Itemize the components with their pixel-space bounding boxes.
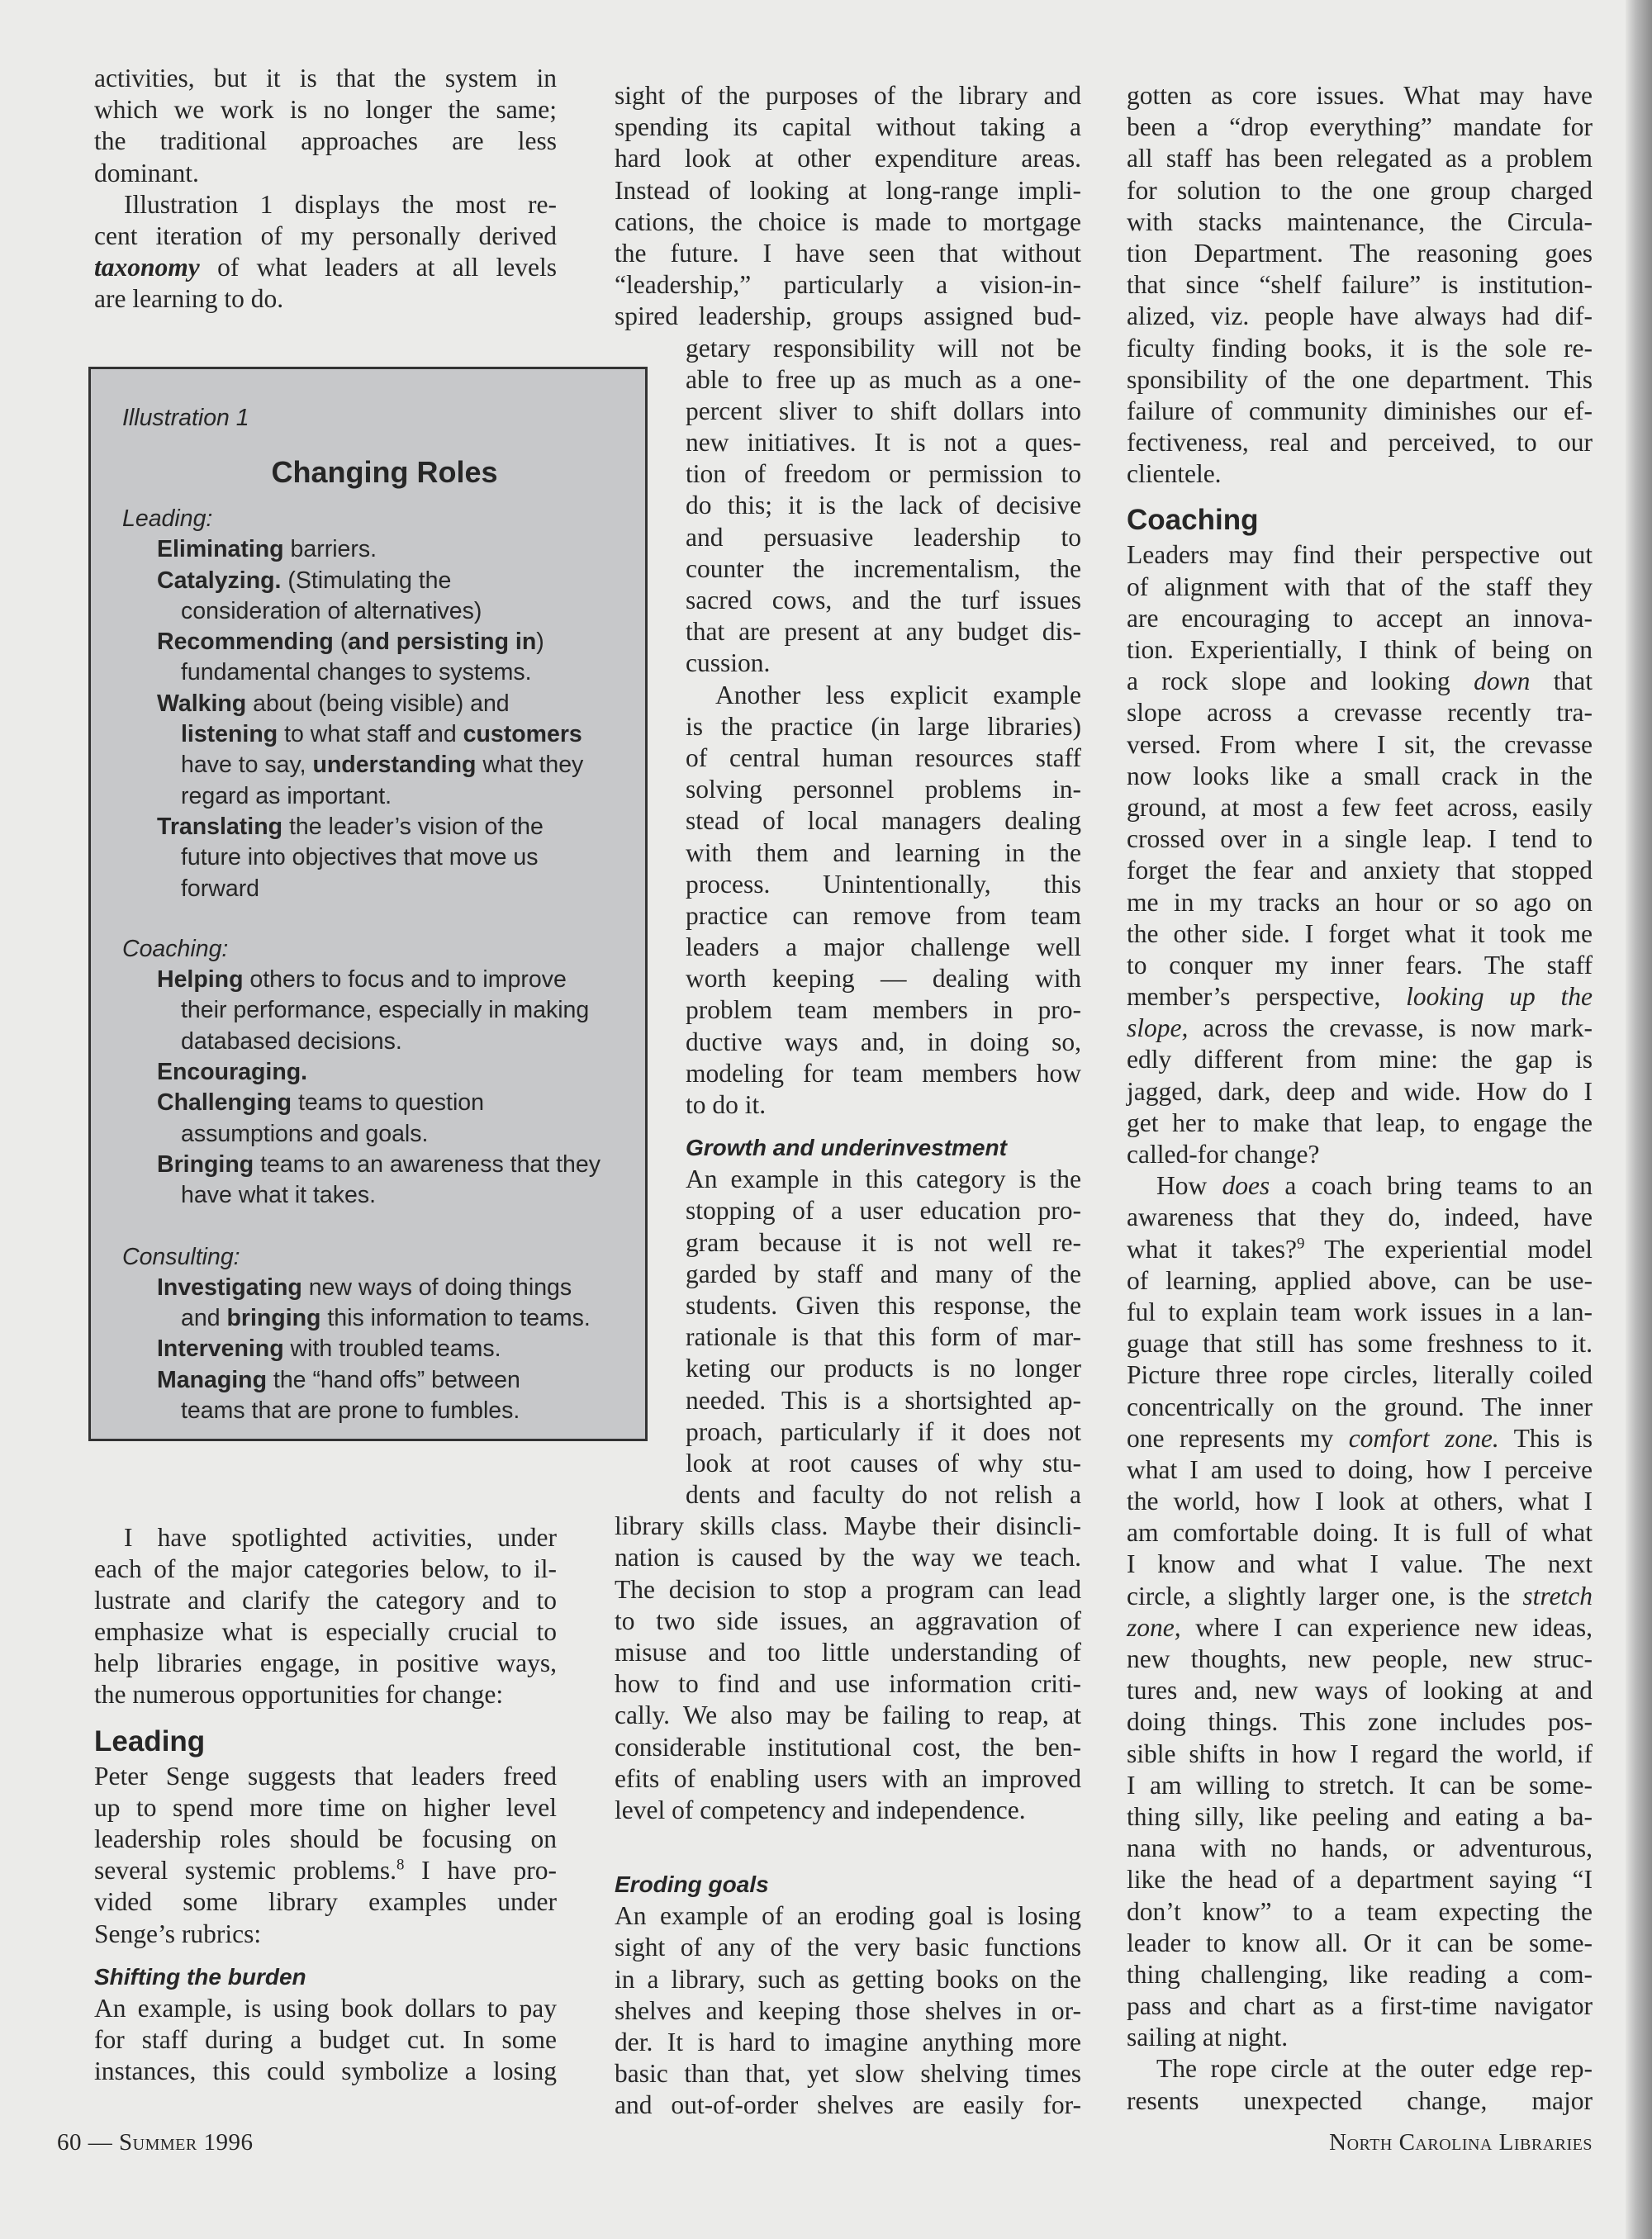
text-line: in a library, such as getting books on the (615, 1964, 1081, 1994)
text-line: leaders a major challenge well (686, 932, 1081, 962)
text-line: thing silly, like peeling and eating a ba- (1127, 1801, 1593, 1831)
text-line: are encouraging to accept an innova- (1127, 603, 1593, 633)
text-line: Another less explicit example (715, 680, 1081, 709)
text-line: nana with no hands, or adventurous, (1127, 1833, 1593, 1863)
text-line: counter the incrementalism, the (686, 553, 1081, 583)
text-run: with troubled teams. (283, 1335, 501, 1363)
illustration-item (91, 1150, 645, 1212)
text-run: Recommending (157, 629, 334, 656)
text-run: Managing (157, 1366, 267, 1393)
text-line: der. It is hard to imagine anything more (615, 2027, 1081, 2056)
text-line (157, 534, 645, 565)
text-line: tion Department. The reasoning goes (1127, 238, 1593, 268)
text-line (157, 627, 645, 657)
text-line: emphasize what is especially crucial to (94, 1617, 557, 1647)
text-line: sight of the purposes of the library and (615, 81, 1081, 110)
text-line: are learning to do. (94, 284, 284, 314)
text-line: concentrically on the ground. The inner (1127, 1392, 1593, 1421)
text-line: process. Unintentionally, this (686, 869, 1081, 899)
paragraph (1127, 539, 1593, 1170)
paragraph (1127, 80, 1593, 490)
text-line: new thoughts, new people, new struc- (1127, 1644, 1593, 1673)
text-line: ficulty finding books, it is the sole re- (1127, 333, 1593, 363)
text-line: worth keeping — dealing with (686, 964, 1081, 994)
text-line: gotten as core issues. What may have (1127, 81, 1593, 110)
column-3 (1127, 0, 1593, 2117)
text-line: resents unexpected change, major (1127, 2085, 1593, 2115)
text-line: Peter Senge suggests that leaders freed (94, 1761, 557, 1791)
text-line: An example, is using book dollars to pay (94, 1993, 557, 2023)
text-line: help libraries engage, in positive ways, (94, 1648, 557, 1678)
text-line: An example in this category is the (686, 1165, 1081, 1194)
illustration-item (91, 627, 645, 689)
text-line: with them and learning in the (686, 837, 1081, 867)
text-line: vided some library examples under (94, 1887, 557, 1917)
text-line: level of competency and independence. (615, 1795, 1026, 1824)
text-line: library skills class. Maybe their disincli- (615, 1511, 1081, 1541)
text-run: to what staff and (278, 721, 463, 748)
footer-journal-name: North Carolina Libraries (1329, 2129, 1593, 2156)
text-line: Picture three rope circles, literally coiled (1127, 1360, 1593, 1390)
text-line: ful to explain team work issues in a lan- (1127, 1297, 1593, 1326)
text-line: crossed over in a single leap. I tend to (1127, 824, 1593, 854)
text-line (1127, 1234, 1593, 1265)
text-line: cussion. (686, 648, 771, 678)
illustration-title: Changing Roles (271, 455, 498, 489)
text-line: and persuasive leadership to (686, 522, 1081, 552)
text-line: up to spend more time on higher level (94, 1792, 557, 1822)
text-run: The experiential model (1304, 1234, 1593, 1264)
text-run: ( (333, 629, 349, 656)
text-run: the leader’s vision of the (282, 813, 544, 840)
text-line: instances, this could symbolize a losing (94, 2056, 557, 2086)
text-run: I have pro- (404, 1856, 557, 1886)
paragraph (615, 680, 1081, 1122)
text-line: what I am used to doing, how I perceive (1127, 1454, 1593, 1484)
illustration-item (91, 812, 645, 904)
text-run: circle, a slightly larger one, is the (1127, 1581, 1523, 1610)
text-line: look at root causes of why stu- (686, 1448, 1081, 1478)
text-line: needed. This is a shortsighted ap- (686, 1385, 1081, 1415)
illustration-item (91, 534, 645, 565)
text-run: How (1156, 1171, 1222, 1201)
text-line: of central human resources staff (686, 742, 1081, 772)
text-line: stead of local managers dealing (686, 806, 1081, 836)
text-run: about (being visible) and (246, 690, 510, 717)
illustration-item (91, 1057, 645, 1088)
text-line: activities, but it is that the system in (94, 64, 557, 93)
text-line: I know and what I value. The next (1127, 1549, 1593, 1579)
text-line: to two side issues, an aggravation of (615, 1606, 1081, 1635)
text-line (181, 750, 645, 780)
text-line: solving personnel problems in- (686, 775, 1081, 804)
text-line: called-for change? (1127, 1140, 1320, 1169)
text-run: down (1474, 666, 1531, 696)
illustration-category: Coaching: (122, 935, 229, 962)
paragraph (615, 1511, 1081, 1826)
text-line: forward (181, 875, 260, 902)
text-line: and out-of-order shelves are easily for- (615, 2090, 1081, 2120)
text-run: that (1530, 666, 1593, 696)
paragraph (94, 1993, 557, 2088)
text-line: percent sliver to shift dollars into (686, 396, 1081, 425)
text-run: Intervening (157, 1335, 284, 1363)
text-line (1127, 666, 1593, 697)
text-line (157, 812, 645, 842)
illustration-item (91, 566, 645, 628)
text-line (157, 1150, 645, 1180)
subsection-heading: Shifting the burden (94, 1963, 306, 1990)
text-line: considerable institutional cost, the ben- (615, 1732, 1081, 1762)
text-line: tures and, new ways of looking at and (1127, 1676, 1593, 1705)
paragraph (94, 189, 557, 315)
text-line (94, 1855, 557, 1886)
text-line: like the head of a department saying “I (1127, 1865, 1593, 1895)
text-line: ground, at most a few feet across, easily (1127, 792, 1593, 822)
text-run: ) (536, 629, 544, 656)
text-line: dents and faculty do not relish a (686, 1480, 1081, 1510)
paragraph (1127, 1170, 1593, 2053)
text-run: Bringing (157, 1150, 254, 1178)
text-line: teams that are prone to fumbles. (181, 1397, 520, 1425)
text-line: is the practice (in large libraries) (686, 711, 1081, 741)
text-run: Helping (157, 966, 244, 994)
text-run: and (181, 1305, 227, 1332)
text-run: of what leaders at all levels (199, 253, 557, 282)
text-line: An example of an eroding goal is losing (615, 1901, 1081, 1931)
text-line: to conquer my inner fears. The staff (1127, 950, 1593, 980)
text-run: member’s perspective, (1127, 982, 1407, 1012)
text-line: lustrate and clarify the category and to (94, 1585, 557, 1615)
text-line: The rope circle at the outer edge rep- (1156, 2054, 1593, 2084)
text-line: problem team members in pro- (686, 995, 1081, 1025)
footer-page-issue: 60 — Summer 1996 (57, 2129, 254, 2156)
text-line: cally. We also may be failing to reap, at (615, 1701, 1081, 1730)
text-line: spired leadership, groups assigned bud- (615, 301, 1081, 331)
text-line: tion of freedom or permission to (686, 459, 1081, 489)
text-run: teams to an awareness that they (254, 1150, 601, 1178)
text-line: do this; it is the lack of decisive (686, 491, 1081, 520)
text-line: slope across a crevasse recently tra- (1127, 698, 1593, 728)
text-line: misuse and too little understanding of (615, 1638, 1081, 1667)
text-line: that since “shelf failure” is institution- (1127, 270, 1593, 300)
text-line: for staff during a budget cut. In some (94, 2024, 557, 2054)
text-run: where I can experience new ideas, (1180, 1612, 1593, 1642)
text-run: across the crevasse, is now mark- (1188, 1013, 1593, 1043)
text-line (157, 689, 645, 719)
text-run: Catalyzing. (157, 567, 282, 594)
text-line (1127, 1013, 1593, 1044)
text-line: of learning, applied above, can be use- (1127, 1265, 1593, 1295)
footnote-ref: 8 (396, 1856, 405, 1874)
text-line: fectiveness, real and perceived, to our (1127, 428, 1593, 458)
paragraph (94, 1761, 557, 1950)
text-line: which we work is no longer the same; (94, 95, 557, 125)
illustration-category: Leading: (122, 505, 213, 532)
text-line: sight of any of the very basic functions (615, 1933, 1081, 1962)
text-line: leader to know all. Or it can be some- (1127, 1928, 1593, 1957)
text-line: getary responsibility will not be (686, 333, 1081, 363)
text-line: get her to make that leap, to engage the (1127, 1108, 1593, 1137)
column-2 (615, 0, 1081, 2121)
text-line: sponsibility of the one department. This (1127, 364, 1593, 394)
text-run: listening (181, 721, 278, 748)
text-run: Walking (157, 690, 247, 717)
text-line: failure of community diminishes our ef- (1127, 396, 1593, 425)
text-run: Encouraging. (157, 1059, 308, 1086)
text-line: sacred cows, and the turf issues (686, 586, 1081, 614)
text-line: guage that still has some freshness to it. (1127, 1329, 1593, 1359)
text-run: what they (476, 752, 584, 779)
text-line: with stacks maintenance, the Circula- (1127, 206, 1593, 236)
illustration-item (91, 1273, 645, 1335)
text-line (1127, 1423, 1593, 1454)
text-run: Investigating (157, 1274, 302, 1301)
text-line: alized, viz. people have always had dif- (1127, 301, 1593, 331)
text-run: taxonomy (94, 253, 200, 282)
text-line: edly different from mine: the gap is (1127, 1045, 1593, 1074)
text-run: stretch (1522, 1581, 1593, 1610)
text-run: Eliminating (157, 536, 284, 563)
text-line (157, 1088, 645, 1118)
text-line (157, 566, 645, 596)
text-line: nation is caused by the way we teach. (615, 1543, 1081, 1573)
text-line: thing challenging, like reading a com- (1127, 1959, 1593, 1989)
text-line: garded by staff and many of the (686, 1259, 1081, 1288)
subsection-heading: Eroding goals (615, 1871, 769, 1898)
text-run: understanding (312, 752, 477, 779)
text-run: have to say, (181, 752, 313, 779)
text-line: modeling for team members how (686, 1058, 1081, 1088)
text-line: the world, how I look at others, what I (1127, 1487, 1593, 1516)
text-line: assumptions and goals. (181, 1120, 429, 1147)
paragraph (1127, 2053, 1593, 2116)
text-run: looking up the (1406, 982, 1593, 1012)
text-line (157, 1365, 645, 1396)
paragraph (615, 333, 1081, 680)
text-line: clientele. (1127, 459, 1222, 489)
text-line: rationale is that this form of mar- (686, 1322, 1081, 1352)
text-run: what it takes? (1127, 1234, 1297, 1264)
subsection-heading: Growth and underinvestment (686, 1135, 1007, 1161)
text-line (1127, 1170, 1593, 1202)
text-run: Translating (157, 813, 283, 840)
footnote-ref: 9 (1296, 1235, 1305, 1253)
text-line: I am willing to stretch. It can be some- (1127, 1770, 1593, 1800)
text-line (157, 1334, 645, 1364)
text-run: a rock slope and looking (1127, 666, 1474, 696)
text-line (181, 719, 645, 750)
paragraph (615, 80, 1081, 333)
text-line: proach, particularly if it does not (686, 1416, 1081, 1446)
text-line (157, 1273, 645, 1303)
text-line: shelves and keeping those shelves in or- (615, 1995, 1081, 2025)
text-run: slope, (1127, 1013, 1189, 1043)
illustration-category: Consulting: (122, 1243, 240, 1270)
text-line: don’t know” to a team expecting the (1127, 1896, 1593, 1926)
text-run: customers (463, 721, 582, 748)
text-line: spending its capital without taking a (615, 112, 1081, 142)
text-run: zone, (1127, 1612, 1181, 1642)
text-line: that are present at any budget dis- (686, 617, 1081, 647)
text-line (1127, 1612, 1593, 1644)
text-line: sailing at night. (1127, 2023, 1289, 2052)
illustration-item (91, 965, 645, 1057)
text-line: Illustration 1 displays the most re- (124, 189, 557, 219)
paragraph (615, 1900, 1081, 2121)
text-line: gram because it is not well re- (686, 1227, 1081, 1257)
section-heading: Leading (94, 1724, 206, 1758)
text-line: the numerous opportunities for change: (94, 1680, 504, 1710)
text-line: fundamental changes to systems. (181, 659, 532, 686)
illustration-item (91, 689, 645, 812)
page-binding-edge (1626, 0, 1652, 2239)
text-run: (Stimulating the (281, 567, 452, 594)
text-run: this information to teams. (320, 1305, 591, 1332)
text-run: new ways of doing things (301, 1274, 572, 1301)
text-line: of alignment with that of the staff they (1127, 572, 1593, 601)
illustration-label: Illustration 1 (122, 405, 249, 431)
text-line: “leadership,” particularly a vision-in- (615, 270, 1081, 300)
text-line: pass and chart as a first-time navigator (1127, 1991, 1593, 2021)
text-line: forget the fear and anxiety that stopped (1127, 856, 1593, 885)
text-line: dominant. (94, 158, 199, 187)
text-run: a coach bring teams to an (1270, 1171, 1593, 1201)
text-line (157, 965, 645, 995)
text-line (157, 1057, 645, 1088)
text-line: ductive ways and, in doing so, (686, 1027, 1081, 1056)
paragraph (94, 1522, 557, 1711)
text-line: all staff has been relegated as a problem (1127, 144, 1593, 173)
text-line: doing things. This zone includes pos- (1127, 1707, 1593, 1737)
text-line: cent iteration of my personally derived (94, 221, 557, 250)
text-run: This is (1498, 1423, 1593, 1453)
text-run: does (1222, 1171, 1270, 1201)
text-line: Senge’s rubrics: (94, 1919, 262, 1948)
text-line (1127, 981, 1593, 1013)
text-line: keting our products is no longer (686, 1354, 1081, 1383)
text-run: Challenging (157, 1089, 292, 1117)
text-line: efits of enabling users with an improved (615, 1763, 1081, 1793)
text-line: the future. I have seen that without (615, 238, 1081, 268)
text-line: awareness that they do, indeed, have (1127, 1203, 1593, 1232)
text-run: teams to question (292, 1089, 484, 1117)
text-line: the other side. I forget what it took me (1127, 918, 1593, 948)
text-run: comfort zone. (1348, 1423, 1499, 1453)
text-line: able to free up as much as a one- (686, 364, 1081, 394)
text-line (94, 252, 557, 283)
text-line: basic than that, yet slow shelving times (615, 2059, 1081, 2089)
text-line: jagged, dark, deep and wide. How do I (1127, 1076, 1593, 1106)
text-line: been a “drop everything” mandate for (1127, 112, 1593, 142)
text-line: versed. From where I sit, the crevasse (1127, 729, 1593, 759)
text-line: the traditional approaches are less (94, 126, 557, 156)
text-run: the “hand offs” between (267, 1366, 520, 1393)
text-line: how to find and use information criti- (615, 1669, 1081, 1699)
text-line: leadership roles should be focusing on (94, 1824, 557, 1853)
text-line: me in my tracks an hour or so ago on (1127, 887, 1593, 917)
text-line: new initiatives. It is not a ques- (686, 428, 1081, 458)
text-line: tion. Experientially, I think of being on (1127, 635, 1593, 664)
text-line: now looks like a small crack in the (1127, 761, 1593, 790)
text-line (181, 1303, 645, 1334)
text-line: consideration of alternatives) (181, 597, 482, 624)
section-heading: Coaching (1127, 504, 1259, 537)
text-line: I have spotlighted activities, under (124, 1522, 557, 1552)
paragraph (94, 63, 557, 189)
text-line: to do it. (686, 1090, 767, 1119)
text-line: sible shifts in how I regard the world, if (1127, 1739, 1593, 1768)
text-run: one represents my (1127, 1423, 1349, 1453)
text-line: Leaders may find their perspective out (1127, 540, 1593, 570)
text-line: have what it takes. (181, 1182, 377, 1209)
illustration-item (91, 1334, 645, 1364)
text-line: their performance, especially in making (181, 997, 590, 1024)
illustration-box (88, 367, 648, 1441)
text-line: practice can remove from team (686, 900, 1081, 930)
text-run: and persisting in (348, 629, 537, 656)
text-line: The decision to stop a program can lead (615, 1574, 1081, 1604)
text-run: bringing (226, 1305, 321, 1332)
text-line: each of the major categories below, to il- (94, 1554, 557, 1583)
text-run: others to focus and to improve (243, 966, 567, 994)
text-line: students. Given this response, the (686, 1290, 1081, 1320)
text-line: cations, the choice is made to mortgage (615, 206, 1081, 236)
illustration-item (91, 1088, 645, 1150)
text-run: barriers. (283, 536, 377, 563)
text-line: future into objectives that move us (181, 844, 539, 871)
text-run: several systemic problems. (94, 1856, 396, 1886)
illustration-item (91, 1365, 645, 1427)
text-line: for solution to the one group charged (1127, 175, 1593, 205)
paragraph (615, 1164, 1081, 1511)
text-line: stopping of a user education pro- (686, 1196, 1081, 1226)
text-line: regard as important. (181, 782, 392, 809)
text-line (1127, 1581, 1593, 1612)
text-line: hard look at other expenditure areas. (615, 144, 1081, 173)
text-line: am comfortable doing. It is full of what (1127, 1518, 1593, 1548)
text-line: Instead of looking at long-range impli- (615, 175, 1081, 205)
text-line: databased decisions. (181, 1027, 402, 1055)
